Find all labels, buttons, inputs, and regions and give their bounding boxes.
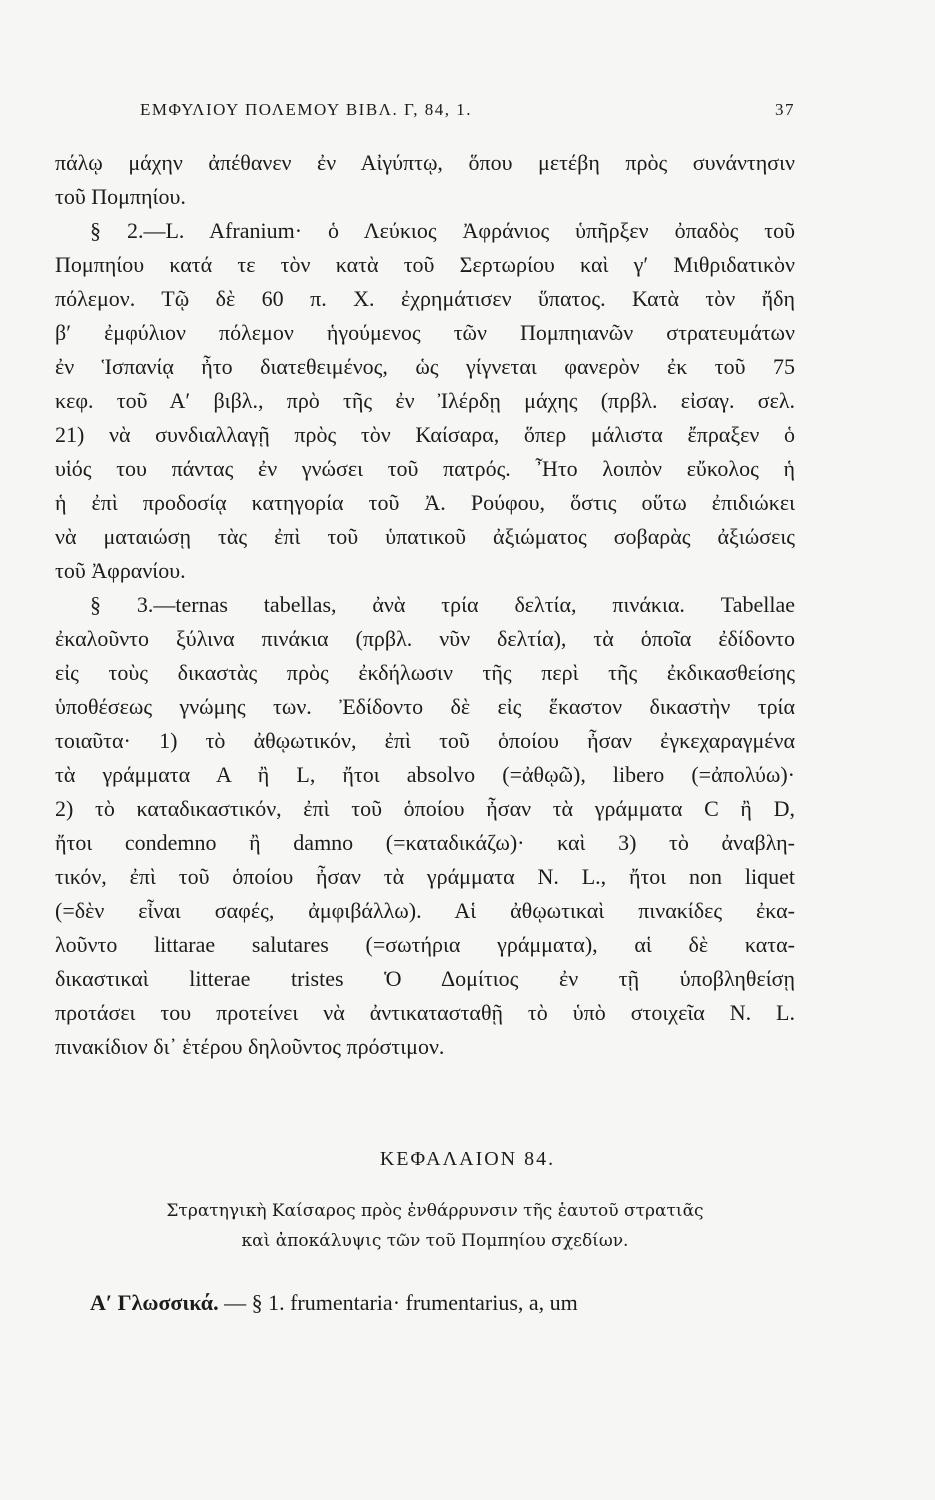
text-line: τοῦ Πομπηίου. (55, 184, 186, 209)
chapter-heading: ΚΕΦΑΛΑΙΟΝ 84. (379, 1148, 556, 1170)
text-line: τοῦ Ἀφρανίου. (55, 558, 186, 583)
text-line: λοῦντο littarae salutares (=σωτήρια γράμματα), αἱ δὲ κατα- (55, 932, 795, 957)
text-line: δικαστικαὶ litterae tristes Ὁ Δομίτιος ἐν τῇ ὑποβληθείσῃ (55, 966, 795, 991)
text-line: υἱός του πάντας ἐν γνώσει τοῦ πατρός. Ἦτο λοιπὸν εὔκολος ἡ (55, 456, 795, 481)
text-line: ἐν Ἱσπανίᾳ ἦτο διατεθειμένος, ὡς γίγνεται φανερὸν ἐκ τοῦ 75 (55, 354, 795, 379)
chapter-summary (90, 1196, 780, 1256)
text-line: (=δὲν εἶναι σαφές, ἀμφιβάλλω). Αἱ ἀθῳωτικαὶ πινακίδες ἐκα- (55, 898, 795, 923)
text-line: προτάσει του προτείνει νὰ ἀντικατασταθῇ τὸ ὑπὸ στοιχεῖα N. L. (55, 1000, 795, 1025)
text-line: ἐκαλοῦντο ξύλινα πινάκια (πρβλ. νῦν δελτία), τὰ ὁποῖα ἐδίδοντο (55, 626, 795, 651)
running-head-title: ΕΜΦΥΛΙΟΥ ΠΟΛΕΜΟΥ ΒΙΒΛ. Γ, 84, 1. (140, 100, 473, 119)
text-line: τὰ γράμματα Α ἢ L, ἤτοι absolvo (=ἀθῳῶ), libero (=ἀπολύω)· (55, 762, 795, 787)
chapter-summary-line: Στρατηγικὴ Καίσαρος πρὸς ἐνθάρρυνσιν τῆς ἑαυτοῦ στρατιᾶς (166, 1201, 704, 1221)
text-line: πινακίδιον δι᾽ ἑτέρου δηλοῦντος πρόστιμον. (55, 1034, 445, 1059)
text-line: τοιαῦτα· 1) τὸ ἀθῳωτικόν, ἐπὶ τοῦ ὁποίου ἦσαν ἐγκεχαραγμένα (55, 728, 795, 753)
text-line: νὰ ματαιώσῃ τὰς ἐπὶ τοῦ ὑπατικοῦ ἀξιώματος σοβαρὰς ἀξιώσεις (55, 524, 795, 549)
page-number: 37 (775, 100, 795, 119)
text-line: β′ ἐμφύλιον πόλεμον ἡγούμενος τῶν Πομπηιανῶν στρατευμάτων (55, 320, 795, 345)
text-line: εἰς τοὺς δικαστὰς πρὸς ἐκδήλωσιν τῆς περὶ τῆς ἐκδικασθείσης (55, 660, 795, 685)
chapter-summary-line: καὶ ἀποκάλυψις τῶν τοῦ Πομπηίου σχεδίων. (241, 1231, 629, 1251)
text-line: τικόν, ἐπὶ τοῦ ὁποίου ἦσαν τὰ γράμματα N. L., ἤτοι non liquet (55, 864, 795, 889)
text-line: Πομπηίου κατά τε τὸν κατὰ τοῦ Σερτωρίου καὶ γ′ Μιθριδατικὸν (55, 252, 795, 277)
text-line: § 2.—L. Afranium· ὁ Λεύκιος Ἀφράνιος ὑπῆρξεν ὀπαδὸς τοῦ (90, 218, 795, 243)
text-line: § 3.—ternas tabellas, ἀνὰ τρία δελτία, πινάκια. Tabellae (90, 592, 795, 617)
text-line: πάλῳ μάχην ἀπέθανεν ἐν Αἰγύπτῳ, ὅπου μετέβη πρὸς συνάντησιν (55, 150, 795, 175)
section-label: Α′ Γλωσσικά. (90, 1290, 219, 1315)
commentary-text (55, 146, 795, 1064)
section-start (90, 1290, 790, 1316)
running-head (140, 100, 795, 124)
text-line: ἤτοι condemno ἢ damno (=καταδικάζω)· καὶ 3) τὸ ἀναβλη- (55, 830, 795, 855)
text-line: πόλεμον. Τῷ δὲ 60 π. Χ. ἐχρημάτισεν ὕπατος. Κατὰ τὸν ἤδη (55, 286, 795, 311)
text-line: 21) νὰ συνδιαλλαγῇ πρὸς τὸν Καίσαρα, ὅπερ μάλιστα ἔπραξεν ὁ (55, 422, 795, 447)
text-line: κεφ. τοῦ Α′ βιβλ., πρὸ τῆς ἐν Ἰλέρδῃ μάχης (πρβλ. εἰσαγ. σελ. (55, 388, 795, 413)
section-text: — § 1. frumentaria· frumentarius, a, um (218, 1290, 578, 1315)
text-line: ἡ ἐπὶ προδοσίᾳ κατηγορία τοῦ Ἀ. Ρούφου, ὅστις οὕτω ἐπιδιώκει (55, 490, 795, 515)
text-line: 2) τὸ καταδικαστικόν, ἐπὶ τοῦ ὁποίου ἦσαν τὰ γράμματα C ἢ D, (55, 796, 795, 821)
text-line: ὑποθέσεως γνώμης των. Ἐδίδοντο δὲ εἰς ἕκαστον δικαστὴν τρία (55, 694, 795, 719)
